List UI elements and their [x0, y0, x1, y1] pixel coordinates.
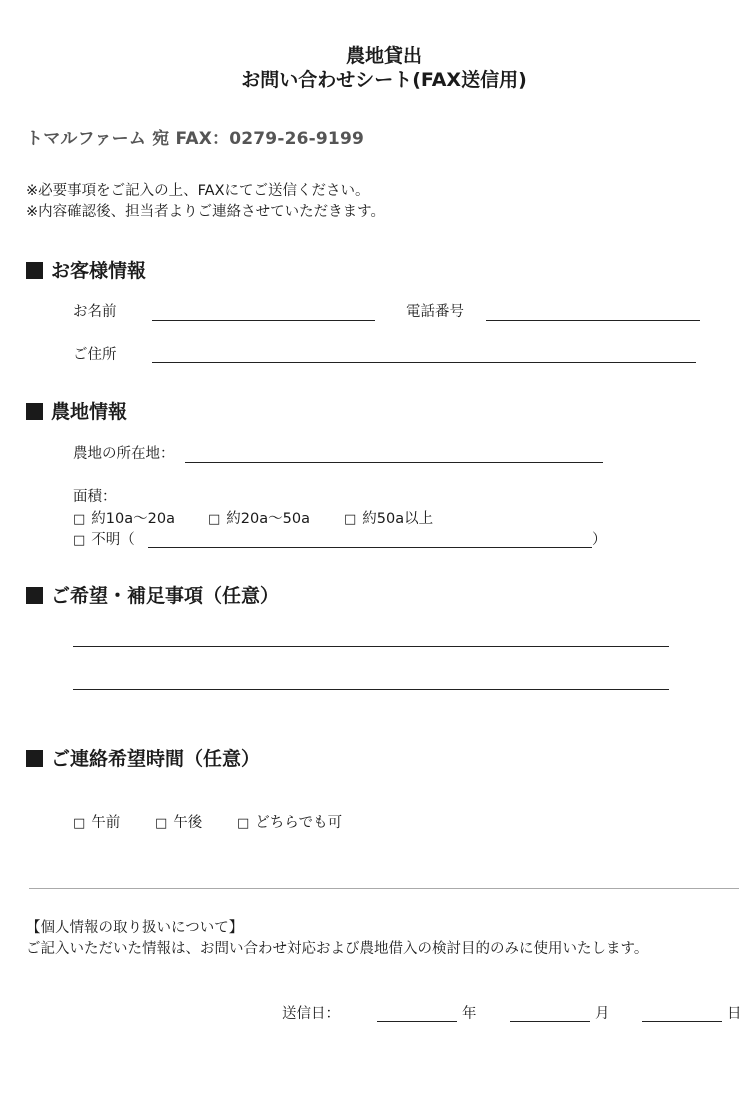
area-option-20-50[interactable]: [208, 510, 310, 529]
area-option-50-plus[interactable]: [344, 510, 433, 529]
square-bullet-icon: [26, 403, 43, 420]
area-unknown-field[interactable]: [148, 547, 592, 548]
checkbox-icon[interactable]: □: [73, 533, 86, 548]
section-divider: [29, 888, 739, 889]
checkbox-icon[interactable]: □: [237, 816, 250, 831]
section-heading-customer-label: お客様情報: [51, 260, 147, 282]
section-heading-customer: [26, 258, 146, 284]
checkbox-icon[interactable]: □: [73, 512, 86, 527]
section-heading-farmland: [26, 399, 127, 425]
privacy-body: ご記入いただいた情報は、お問い合わせ対応および農地借入の検討目的のみに使用いたします。: [26, 941, 649, 957]
phone-field[interactable]: [486, 320, 700, 321]
area-option-label: 不明（: [91, 532, 135, 548]
requests-line-1[interactable]: [73, 646, 669, 647]
area-option-unknown[interactable]: [73, 531, 135, 550]
checkbox-icon[interactable]: □: [344, 512, 357, 527]
area-option-label: 約50a以上: [362, 511, 434, 527]
contact-option-morning[interactable]: [73, 814, 120, 833]
send-date-label: 送信日：: [282, 1006, 340, 1022]
section-heading-farmland-label: 農地情報: [51, 401, 128, 423]
section-heading-contact-time: [26, 746, 260, 772]
area-option-label: 約10a〜20a: [91, 511, 175, 527]
section-heading-contact-time-label: ご連絡希望時間（任意）: [51, 748, 261, 770]
document-title-line2: お問い合わせシート(FAX送信用): [241, 69, 527, 91]
address-label: ご住所: [73, 347, 117, 363]
send-date-day-field[interactable]: [642, 1021, 722, 1022]
checkbox-icon[interactable]: □: [208, 512, 221, 527]
farmland-location-label: 農地の所在地：: [73, 446, 175, 462]
section-heading-requests-label: ご希望・補足事項（任意）: [51, 585, 280, 607]
document-title-line1: 農地貸出: [345, 45, 422, 67]
requests-line-2[interactable]: [73, 689, 669, 690]
send-date-year-label: 年: [462, 1006, 477, 1022]
contact-option-label: 午後: [173, 815, 203, 831]
instruction-note-2: ※内容確認後、担当者よりご連絡させていただきます。: [26, 204, 385, 220]
address-field[interactable]: [152, 362, 696, 363]
square-bullet-icon: [26, 750, 43, 767]
area-label: 面積：: [73, 489, 117, 505]
phone-label: 電話番号: [406, 304, 464, 320]
instruction-note-1: ※必要事項をご記入の上、FAXにてご送信ください。: [26, 183, 370, 199]
send-date-day-label: 日: [727, 1006, 742, 1022]
send-date-month-label: 月: [595, 1006, 610, 1022]
send-date-year-field[interactable]: [377, 1021, 457, 1022]
square-bullet-icon: [26, 262, 43, 279]
area-option-label: 約20a〜50a: [226, 511, 310, 527]
name-label: お名前: [73, 304, 117, 320]
area-option-10-20[interactable]: [73, 510, 175, 529]
square-bullet-icon: [26, 587, 43, 604]
recipient-fax-line: トマルファーム 宛 FAX：0279-26-9199: [26, 129, 365, 149]
send-date-month-field[interactable]: [510, 1021, 590, 1022]
section-heading-requests: [26, 583, 279, 609]
area-unknown-close-paren: ）: [592, 532, 607, 548]
checkbox-icon[interactable]: □: [73, 816, 86, 831]
contact-option-afternoon[interactable]: [155, 814, 202, 833]
name-field[interactable]: [152, 320, 375, 321]
contact-option-label: 午前: [91, 815, 121, 831]
contact-option-label: どちらでも可: [255, 815, 343, 831]
contact-option-either[interactable]: [237, 814, 342, 833]
checkbox-icon[interactable]: □: [155, 816, 168, 831]
farmland-location-field[interactable]: [185, 462, 603, 463]
privacy-title: 【個人情報の取り扱いについて】: [26, 920, 244, 936]
